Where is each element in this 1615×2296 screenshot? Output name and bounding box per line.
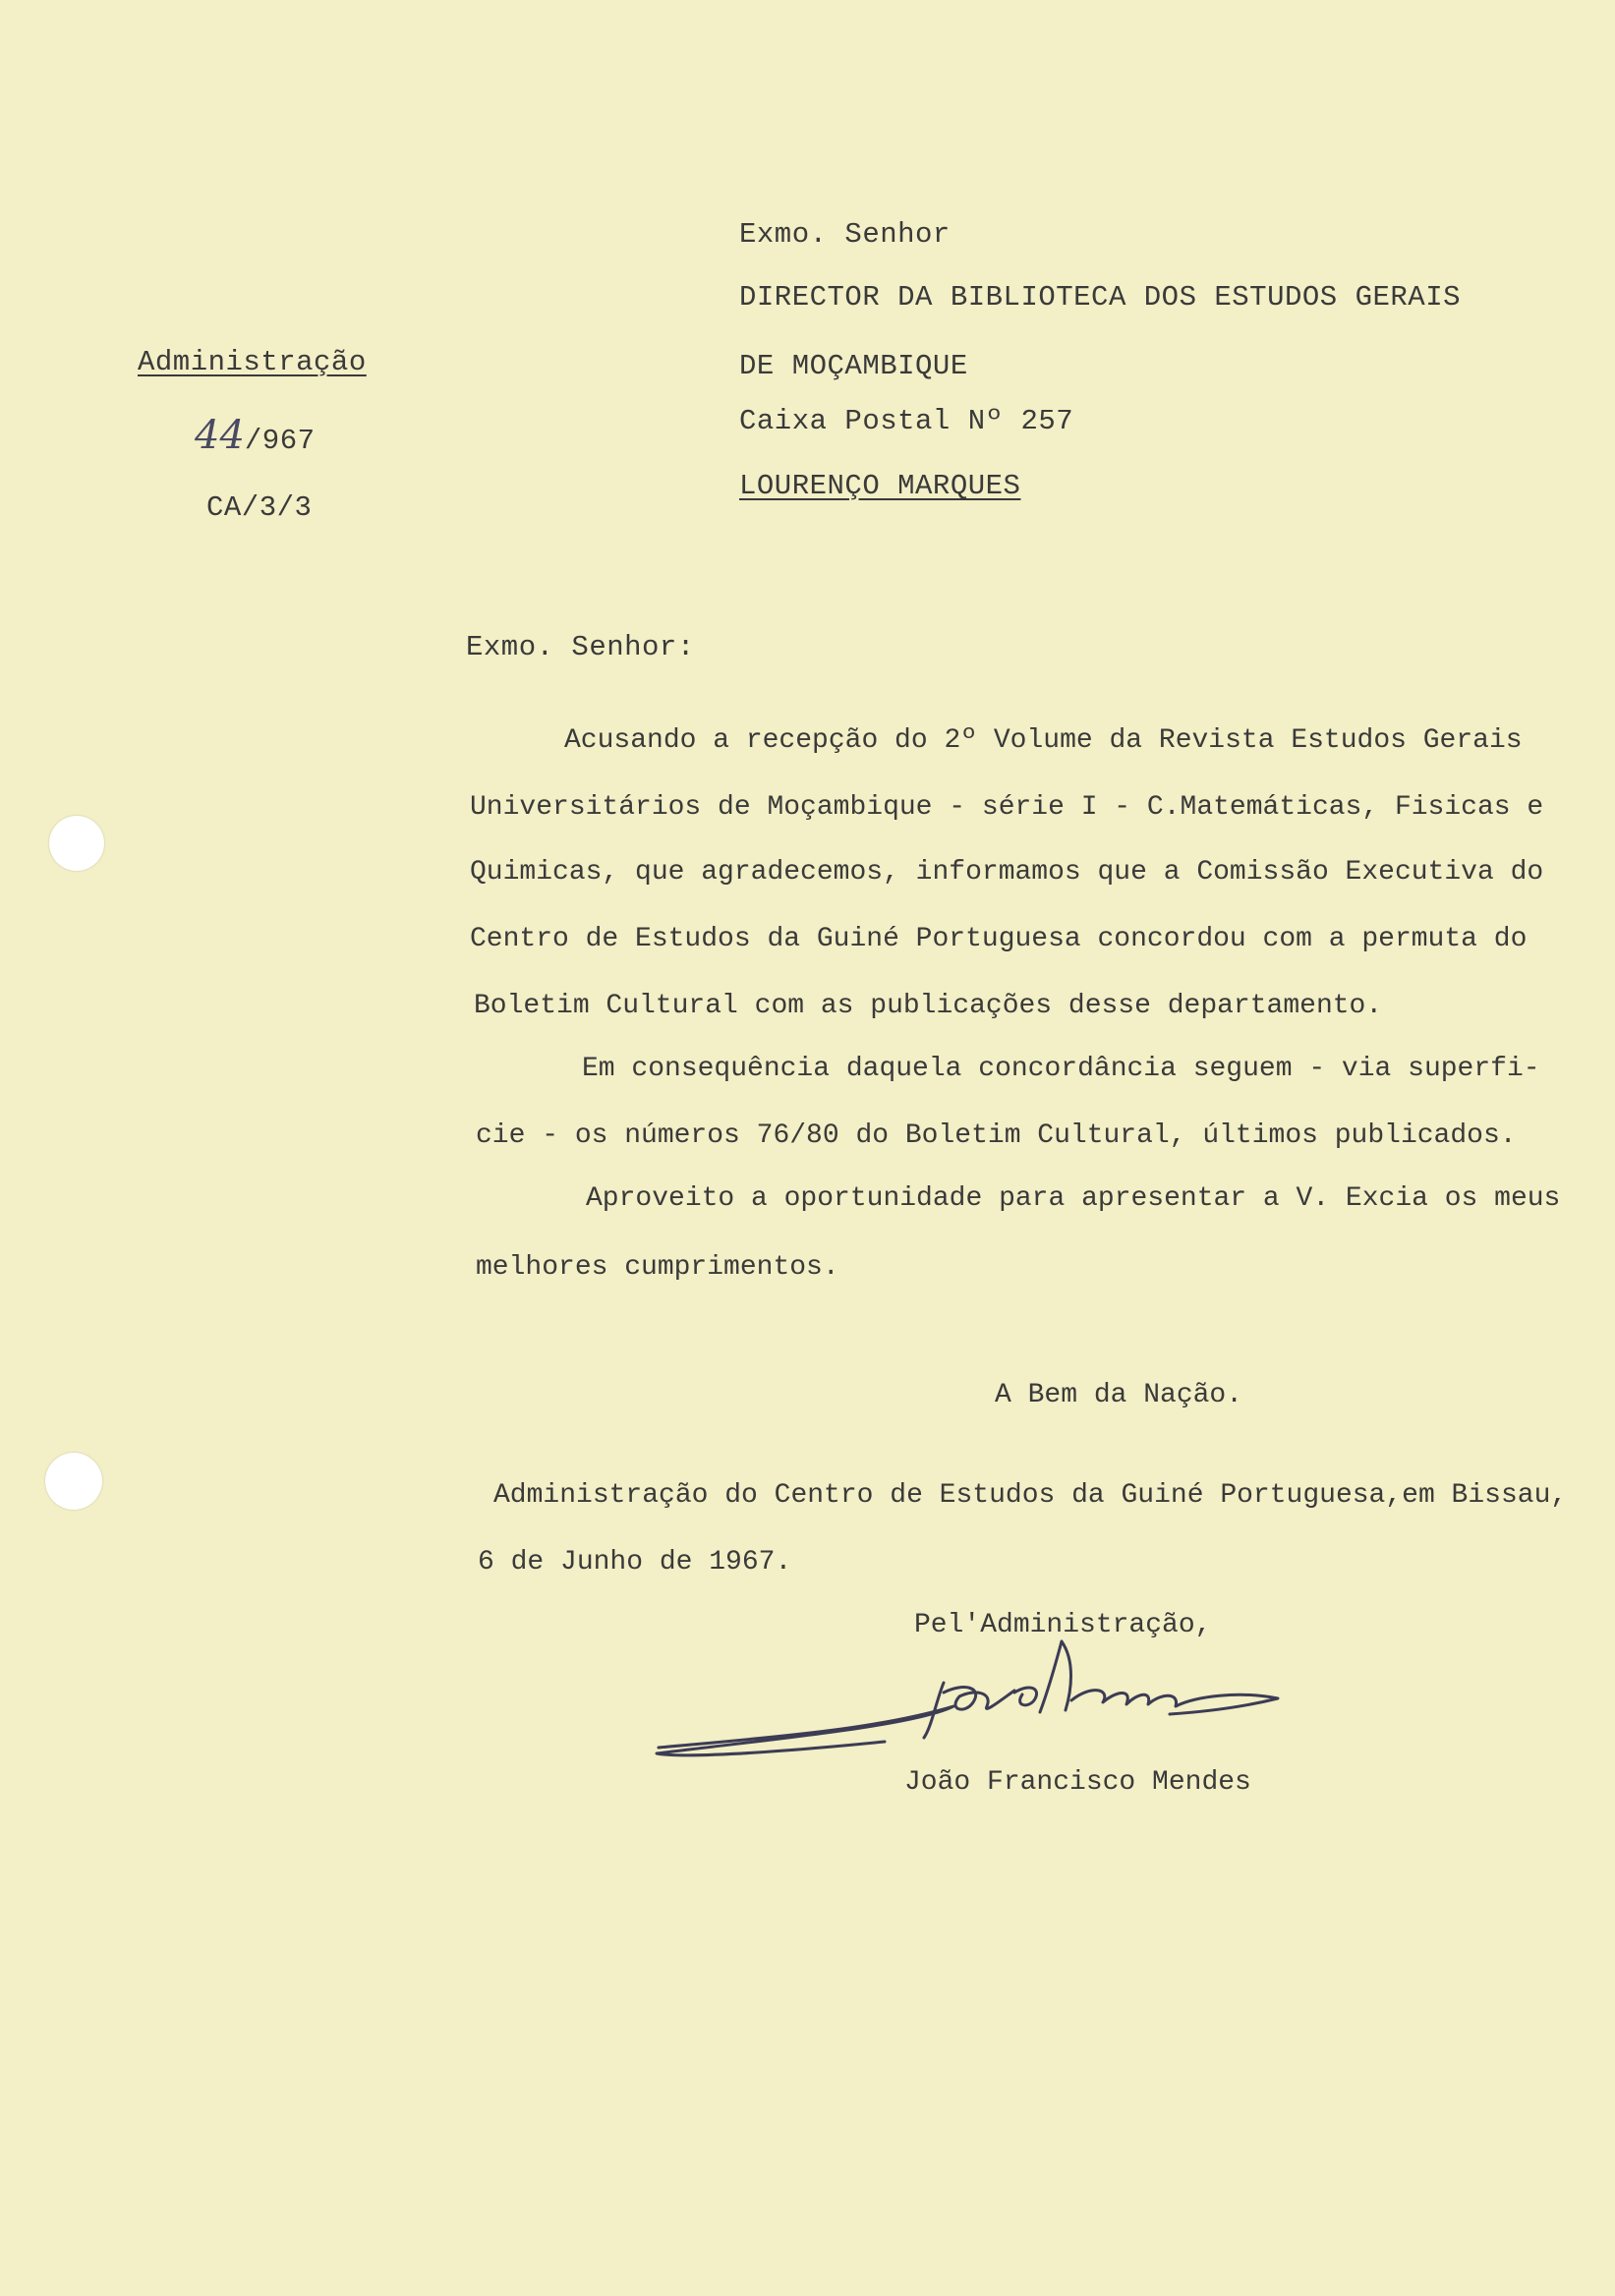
recipient-line-3: Caixa Postal Nº 257	[739, 405, 1074, 437]
body-p2-line-1: Em consequência daquela concordância seguem - via superfi-	[582, 1054, 1540, 1084]
recipient-line-1: DIRECTOR DA BIBLIOTECA DOS ESTUDOS GERAIS	[739, 281, 1462, 314]
body-p1-line-2: Universitários de Moçambique - série I - C.Matemáticas, Fisicas e	[470, 792, 1544, 823]
closing-per-administration: Pel'Administração,	[914, 1610, 1212, 1640]
greeting: Exmo. Senhor:	[466, 631, 695, 663]
office-label: Administração	[138, 346, 367, 378]
recipient-line-2: DE MOÇAMBIQUE	[739, 350, 968, 382]
recipient-line-4: LOURENÇO MARQUES	[739, 470, 1021, 502]
body-p2-line-2: cie - os números 76/80 do Boletim Cultural, últimos publicados.	[476, 1120, 1517, 1151]
closing-motto: A Bem da Nação.	[995, 1380, 1243, 1410]
body-p1-line-1: Acusando a recepção do 2º Volume da Revista Estudos Gerais	[564, 725, 1523, 756]
ref-code: CA/3/3	[206, 491, 313, 524]
punch-hole-bottom	[45, 1453, 102, 1510]
body-p1-line-5: Boletim Cultural com as publicações desse departamento.	[474, 991, 1383, 1021]
reference-number	[195, 413, 316, 458]
handwritten-ref-number: 44	[195, 413, 245, 458]
signatory-name: João Francisco Mendes	[904, 1767, 1251, 1798]
ref-year: /967	[244, 425, 316, 457]
body-p1-line-3: Quimicas, que agradecemos, informamos que a Comissão Executiva do	[470, 857, 1544, 888]
punch-hole-top	[49, 816, 104, 871]
body-p3-line-2: melhores cumprimentos.	[476, 1252, 839, 1283]
recipient-salutation: Exmo. Senhor	[739, 218, 951, 251]
body-p3-line-1: Aproveito a oportunidade para apresentar a V. Excia os meus	[586, 1183, 1561, 1214]
closing-date-line: 6 de Junho de 1967.	[478, 1547, 792, 1578]
closing-place-line: Administração do Centro de Estudos da Guiné Portuguesa,em Bissau,	[493, 1480, 1568, 1511]
body-p1-line-4: Centro de Estudos da Guiné Portuguesa concordou com a permuta do	[470, 924, 1528, 954]
signature-scribble	[649, 1632, 1337, 1769]
